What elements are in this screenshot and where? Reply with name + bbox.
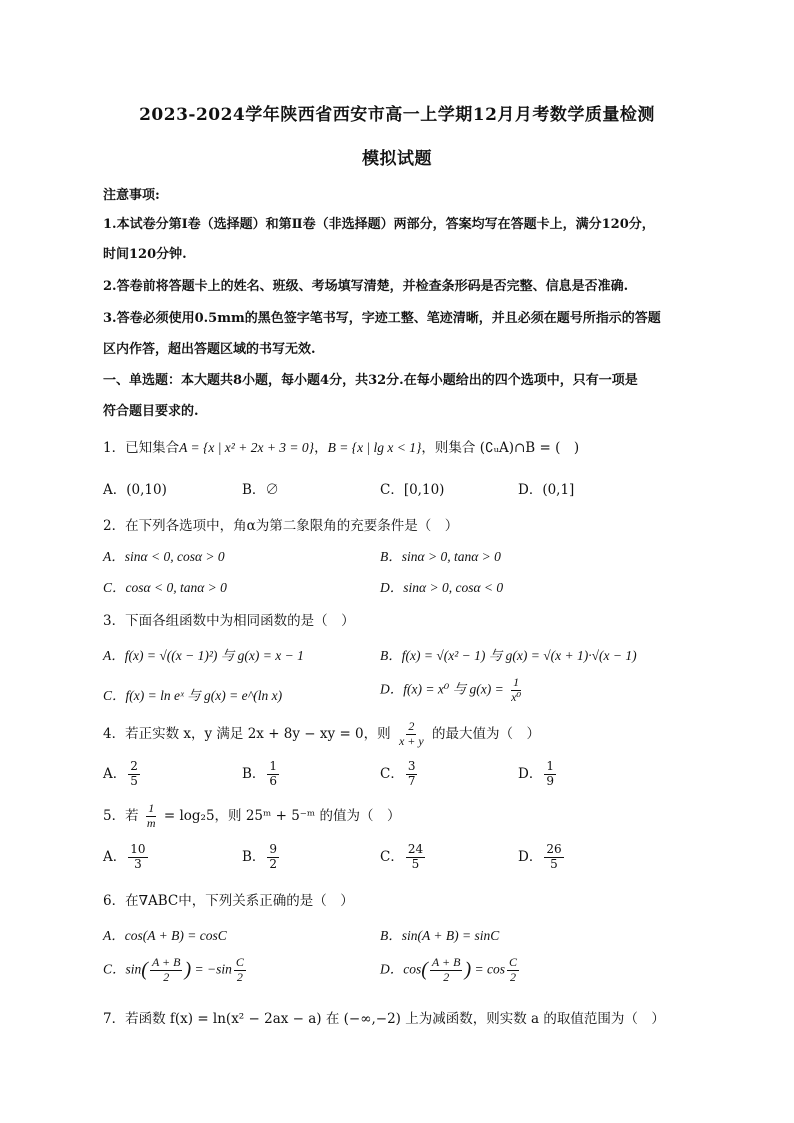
question-5-stem (103, 802, 400, 831)
option-label: C． (380, 765, 404, 782)
q1-option-d: D．(0,1] (518, 482, 575, 498)
note-1a: 1.本试卷分第Ⅰ卷（选择题）和第Ⅱ卷（非选择题）两部分，答案均写在答题卡上，满分120分， (103, 217, 655, 232)
option-label: B． (242, 765, 266, 782)
q3-option-d-text: D．f(x) = x⁰ 与 g(x) = (380, 681, 504, 697)
paren-open: ( (421, 958, 428, 981)
paren-close: ) (464, 958, 472, 981)
fraction-denominator: 5 (411, 856, 420, 871)
q3-option-b: B．f(x) = √(x² − 1) 与 g(x) = √(x + 1)·√(x − 1) (380, 648, 637, 663)
q5-suffix: = log₂5，则 25ᵐ + 5⁻ᵐ 的值为（ ） (163, 807, 401, 824)
option-label: B． (242, 848, 266, 865)
note-1b: 时间120分钟. (103, 247, 187, 262)
q6-option-a: A．cos(A + B) = cosC (103, 928, 227, 943)
q3-option-a: A．f(x) = √((x − 1)²) 与 g(x) = x − 1 (103, 648, 304, 663)
q1-option-a: A．(0,10) (103, 482, 167, 498)
note-3a: 3.答卷必须使用0.5mm的黑色签字笔书写，字迹工整、笔迹清晰，并且必须在题号所指示的答题 (103, 311, 661, 326)
q3-option-d-fraction (509, 676, 523, 705)
question-7-stem: 7．若函数 f(x) = ln(x² − 2ax − a) 在 (−∞,−2) 上为减函数，则实数 a 的取值范围为（ ） (103, 1011, 665, 1027)
q6-option-c-prefix: C．sin (103, 961, 142, 977)
fraction-denominator: x⁰ (511, 689, 522, 704)
q1-set-a: A = {x | x² + 2x + 3 = 0} (179, 440, 315, 455)
q1-prefix: 1．已知集合 (103, 440, 180, 456)
option-fraction (234, 956, 246, 985)
option-fraction (406, 843, 425, 872)
fraction-denominator: 5 (130, 773, 138, 788)
question-4-stem (103, 720, 540, 749)
fraction-numerator: 1 (269, 759, 278, 773)
q6-option-b: B．sin(A + B) = sinC (380, 928, 500, 943)
question-6-stem: 6．在∇ABC中，下列关系正确的是（ ） (103, 893, 354, 909)
fraction-numerator: 9 (269, 842, 278, 856)
option-fraction (406, 760, 418, 789)
option-label: D． (518, 848, 543, 865)
q5-option-c (380, 843, 427, 872)
fraction-denominator: 6 (269, 773, 278, 788)
option-label: D． (518, 765, 543, 782)
fraction-numerator: 1 (148, 801, 155, 815)
option-fraction (544, 760, 556, 789)
q5-option-b (242, 843, 281, 872)
exam-title: 2023-2024学年陕西省西安市高一上学期12月月考数学质量检测 (139, 105, 655, 125)
q1-option-c: C．[0,10) (380, 482, 445, 498)
fraction-denominator: 5 (550, 856, 558, 871)
paren-open: ( (141, 958, 148, 981)
question-1-stem (103, 436, 579, 456)
fraction-denominator: 2 (510, 969, 516, 984)
option-fraction (128, 843, 147, 872)
q2-option-a: A．sinα < 0, cosα > 0 (103, 549, 225, 564)
q4-option-a (103, 760, 142, 789)
fraction-numerator: A + B (431, 955, 461, 969)
section-1-heading: 一、单选题：本大题共8小题，每小题4分，共32分.在每小题给出的四个选项中，只有一项是 (103, 373, 638, 388)
option-fraction (544, 843, 563, 872)
q2-option-d: D．sinα > 0, cosα < 0 (380, 580, 504, 595)
q2-option-c: C．cosα < 0, tanα > 0 (103, 580, 227, 595)
fraction-numerator: C (235, 955, 244, 969)
option-fraction (267, 843, 279, 872)
option-fraction (128, 760, 140, 789)
fraction-numerator: 2 (408, 719, 415, 733)
q5-option-d (518, 843, 566, 872)
question-2-stem: 2．在下列各选项中，角α为第二象限角的充要条件是（ ） (103, 518, 459, 534)
fraction-denominator: 7 (407, 773, 416, 788)
fraction-numerator: 26 (546, 842, 562, 856)
option-fraction (267, 760, 279, 789)
q1-set-b: B = {x | lg x < 1} (327, 440, 422, 455)
q4-fraction (397, 720, 426, 749)
q6-option-d-mid: = cos (474, 961, 505, 977)
q4-option-c (380, 760, 419, 789)
fraction-numerator: 3 (407, 759, 416, 773)
option-label: A． (103, 765, 127, 782)
q5-prefix: 5．若 (103, 807, 139, 824)
q4-suffix: 的最大值为（ ） (431, 725, 540, 742)
q6-option-c-mid: = −sin (194, 961, 232, 977)
note-2: 2.答卷前将答题卡上的姓名、班级、考场填写清楚，并检查条形码是否完整、信息是否准确. (103, 279, 629, 294)
option-label: C． (380, 848, 404, 865)
q4-prefix: 4．若正实数 x，y 满足 2x + 8y − xy = 0，则 (103, 725, 391, 742)
exam-subtitle: 模拟试题 (362, 149, 432, 169)
fraction-numerator: C (509, 955, 518, 969)
paren-close: ) (184, 958, 192, 981)
notes-heading: 注意事项: (103, 188, 160, 203)
fraction-denominator: 9 (546, 773, 554, 788)
q3-option-d (380, 676, 525, 705)
q6-option-d (380, 956, 521, 985)
option-label: A． (103, 848, 127, 865)
q4-option-d (518, 760, 558, 789)
q5-fraction (145, 802, 158, 831)
fraction-numerator: A + B (151, 955, 181, 969)
fraction-denominator: 2 (236, 969, 243, 984)
fraction-denominator: 3 (134, 856, 142, 871)
q6-option-d-prefix: D．cos (380, 961, 422, 977)
q1-sep: ， (314, 440, 328, 456)
fraction-numerator: 1 (513, 675, 520, 689)
q5-option-a (103, 843, 150, 872)
fraction-numerator: 24 (407, 842, 424, 856)
q1-option-b: B．∅ (242, 482, 279, 498)
section-1-heading-cont: 符合题目要求的. (103, 404, 199, 419)
fraction-denominator: 2 (443, 969, 450, 984)
fraction-denominator: x + y (398, 733, 424, 748)
fraction-denominator: 2 (163, 969, 170, 984)
fraction-numerator: 1 (546, 759, 554, 773)
q2-option-b: B．sinα > 0, tanα > 0 (380, 549, 501, 564)
q3-option-c: C．f(x) = ln eˣ 与 g(x) = e^(ln x) (103, 688, 283, 703)
question-3-stem: 3．下面各组函数中为相同函数的是（ ） (103, 613, 355, 629)
q4-option-b (242, 760, 281, 789)
fraction-denominator: 2 (269, 856, 278, 871)
option-fraction (507, 956, 519, 985)
fraction-numerator: 10 (130, 842, 146, 856)
option-fraction (430, 956, 463, 985)
fraction-numerator: 2 (130, 759, 138, 773)
q1-suffix: ，则集合 (∁ᵤA)∩B = ( ) (421, 440, 580, 456)
q6-option-c (103, 956, 248, 985)
fraction-denominator: m (146, 815, 156, 830)
option-fraction (150, 956, 183, 985)
note-3b: 区内作答，超出答题区域的书写无效. (103, 342, 316, 357)
